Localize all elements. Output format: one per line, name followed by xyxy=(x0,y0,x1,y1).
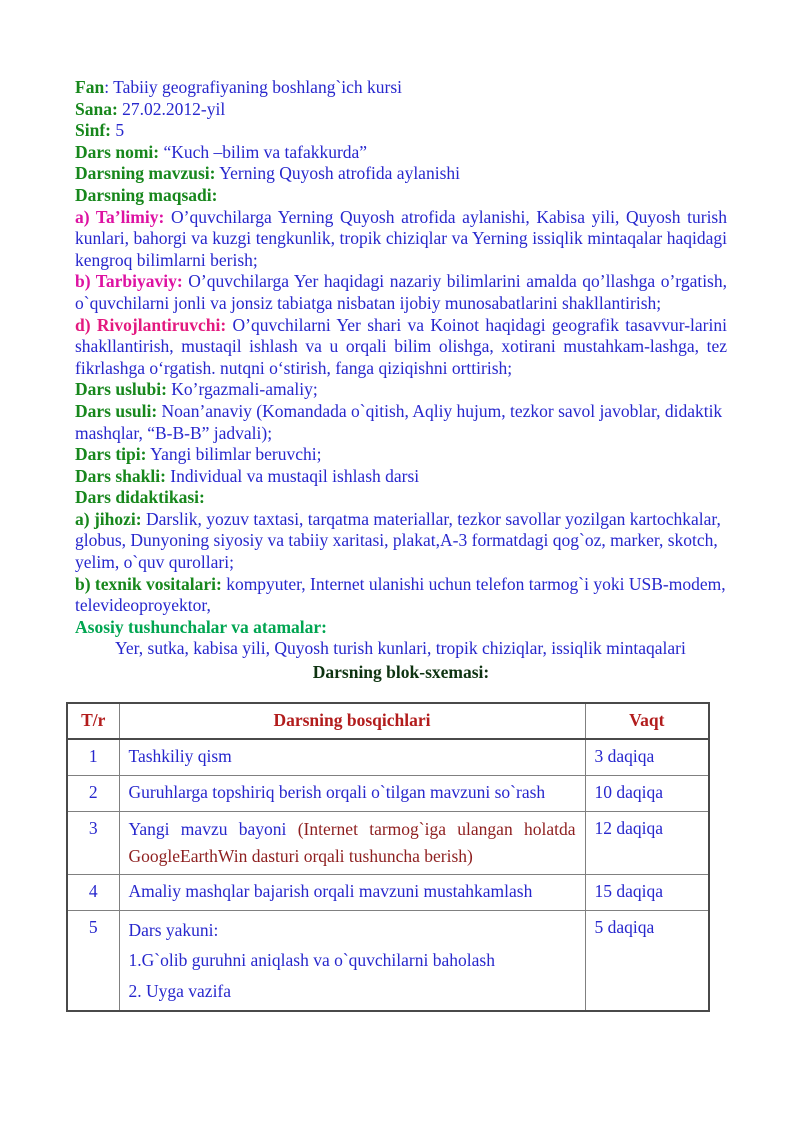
terms-paragraph: Yer, sutka, kabisa yili, Quyosh turish kunlari, tropik chiziqlar, issiqlik mintaqalari xyxy=(115,638,686,659)
paragraph-talimiy-text: O’quvchilarga Yerning Quyosh atrofida aylanishi, Kabisa yili, Quyosh turish kunlari, bahorgi va kuzgi tengkunlik, tropik chiziqlar va Yerning issiqlik mintaqalar haqidagi kengroq bilimlarni berish; xyxy=(75,206,727,270)
paragraph-talimiy-label: a) Ta’limiy: xyxy=(75,206,165,227)
line-shakli xyxy=(75,466,727,488)
row-time: 3 daqiqa xyxy=(585,739,709,776)
row-number: 5 xyxy=(67,910,119,1011)
table-row xyxy=(67,775,709,811)
block-scheme-title: Darsning blok-sxemasi: xyxy=(312,662,490,683)
row-stage: Guruhlarga topshiriq berish orqali o`tilgan mavzuni so`rash xyxy=(119,775,585,811)
lesson-schedule-table xyxy=(66,702,710,1013)
row-stage-line: 2. Uyga vazifa xyxy=(128,980,232,1001)
paragraph-texnik-text: kompyuter, Internet ulanishi uchun telefon tarmog`i yoki USB-modem, televideoproyektor, xyxy=(75,573,726,616)
line-dars-nomi xyxy=(75,142,727,164)
line-maqsadi-label: Darsning maqsadi: xyxy=(75,184,218,205)
row-stage-line: 1.G`olib guruhni aniqlash va o`quvchilarni baholash xyxy=(128,950,495,971)
table-row xyxy=(67,874,709,910)
row-stage xyxy=(119,811,585,874)
table-row xyxy=(67,739,709,776)
line-maqsadi xyxy=(75,185,727,207)
line-dars-nomi-text: “Kuch –bilim va tafakkurda” xyxy=(159,141,368,162)
row-stage-line: Dars yakuni: xyxy=(128,919,219,940)
row-stage-red-part: (Internet tarmog`iga ulangan holatda GoogleEarthWin dasturi orqali tushuncha berish) xyxy=(128,818,576,866)
line-shakli-label: Dars shakli: xyxy=(75,465,166,486)
paragraph-tarbiyaviy-text: O’quvchilarga Yer haqidagi nazariy bilimlarini amalda qo’llashga o’rgatish, o`quvchilarni jonli va jonsiz tabiatga nisbatan ijobiy munosabatlarini shakllantirish; xyxy=(75,271,727,313)
line-dars-nomi-label: Dars nomi: xyxy=(75,141,160,162)
line-tipi-text: Yangi bilimlar beruvchi; xyxy=(146,444,322,465)
row-number: 4 xyxy=(67,874,119,910)
row-time: 12 daqiqa xyxy=(585,811,709,874)
row-stage: Amaliy mashqlar bajarish orqali mavzuni mustahkamlash xyxy=(119,874,585,910)
row-time: 15 daqiqa xyxy=(585,874,709,910)
paragraph-jihozi-text: Darslik, yozuv taxtasi, tarqatma materiallar, tezkor savollar yozilgan kartochkalar, globus, Dunyoning siyosiy va tabiiy xaritasi, plakat,A-3 formatdagi qog`oz, marker, skotch, yelim, o`quv qurollari; xyxy=(75,508,721,573)
header-cell-time: Vaqt xyxy=(585,703,709,739)
line-shakli-text: Individual va mustaqil ishlash darsi xyxy=(165,465,420,486)
line-didaktikasi xyxy=(75,487,727,509)
table-header-row xyxy=(67,703,709,739)
line-sana-text: 27.02.2012-yil xyxy=(117,98,226,119)
header-cell-stages: Darsning bosqichlari xyxy=(119,703,585,739)
header-cell-tr: T/r xyxy=(67,703,119,739)
paragraph-rivojlantiruvchi-label: d) Rivojlantiruvchi: xyxy=(75,314,227,335)
paragraph-talimiy xyxy=(75,207,727,272)
line-usuli-text: Noan’anaviy (Komandada o`qitish, Aqliy hujum, tezkor savol javoblar, didaktik mashqlar, “B-B-B” jadvali); xyxy=(75,400,723,443)
paragraph-texnik-label: b) texnik vositalari: xyxy=(75,573,222,594)
row-time: 10 daqiqa xyxy=(585,775,709,811)
line-uslubi-label: Dars uslubi: xyxy=(75,379,167,400)
row-stage: Tashkiliy qism xyxy=(119,739,585,776)
line-mavzusi-text: Yerning Quyosh atrofida aylanishi xyxy=(215,163,460,184)
row-stage xyxy=(119,910,585,1011)
line-fan xyxy=(75,77,727,99)
paragraph-texnik xyxy=(75,574,727,617)
line-uslubi xyxy=(75,379,727,401)
line-sinf xyxy=(75,120,727,142)
line-sana xyxy=(75,99,727,121)
paragraph-rivojlantiruvchi xyxy=(75,315,727,380)
row-number: 1 xyxy=(67,739,119,776)
table-row xyxy=(67,811,709,874)
paragraph-jihozi xyxy=(75,509,727,574)
line-fan-label: Fan xyxy=(75,77,105,97)
line-sinf-label: Sinf: xyxy=(75,120,111,141)
paragraph-tarbiyaviy xyxy=(75,271,727,314)
line-tipi xyxy=(75,444,727,466)
line-tipi-label: Dars tipi: xyxy=(75,444,147,465)
row-number: 2 xyxy=(67,775,119,811)
line-uslubi-text: Ko’rgazmali-amaliy; xyxy=(166,379,318,400)
table-row xyxy=(67,910,709,1011)
paragraph-jihozi-label: a) jihozi: xyxy=(75,508,142,529)
paragraph-tarbiyaviy-label: b) Tarbiyaviy: xyxy=(75,271,183,292)
row-stage-blue-part: Yangi mavzu bayoni xyxy=(128,818,298,839)
line-asosiy-label: Asosiy tushunchalar va atamalar: xyxy=(75,616,327,637)
line-mavzusi-label: Darsning mavzusi: xyxy=(75,163,216,184)
line-didaktikasi-label: Dars didaktikasi: xyxy=(75,487,205,508)
line-sana-label: Sana: xyxy=(75,98,118,119)
row-number: 3 xyxy=(67,811,119,874)
lesson-plan-document xyxy=(75,77,727,1012)
line-fan-text: : Tabiiy geografiyaning boshlang`ich kursi xyxy=(104,77,403,97)
row-time: 5 daqiqa xyxy=(585,910,709,1011)
line-asosiy xyxy=(75,617,727,639)
line-usuli-label: Dars usuli: xyxy=(75,400,158,421)
line-mavzusi xyxy=(75,163,727,185)
line-sinf-text: 5 xyxy=(110,120,125,141)
line-usuli xyxy=(75,401,727,444)
paragraph-rivojlantiruvchi-text: O’quvchilarni Yer shari va Koinot haqidagi geografik tasavvur-larini shakllantirish, mustaqil ishlash va u orqali bilim olishga, xotirani mustahkam-lashga, tez fikrlashga o‘rgatish. nutqni o‘stirish, fanga qiziqishni orttirish; xyxy=(75,314,727,378)
